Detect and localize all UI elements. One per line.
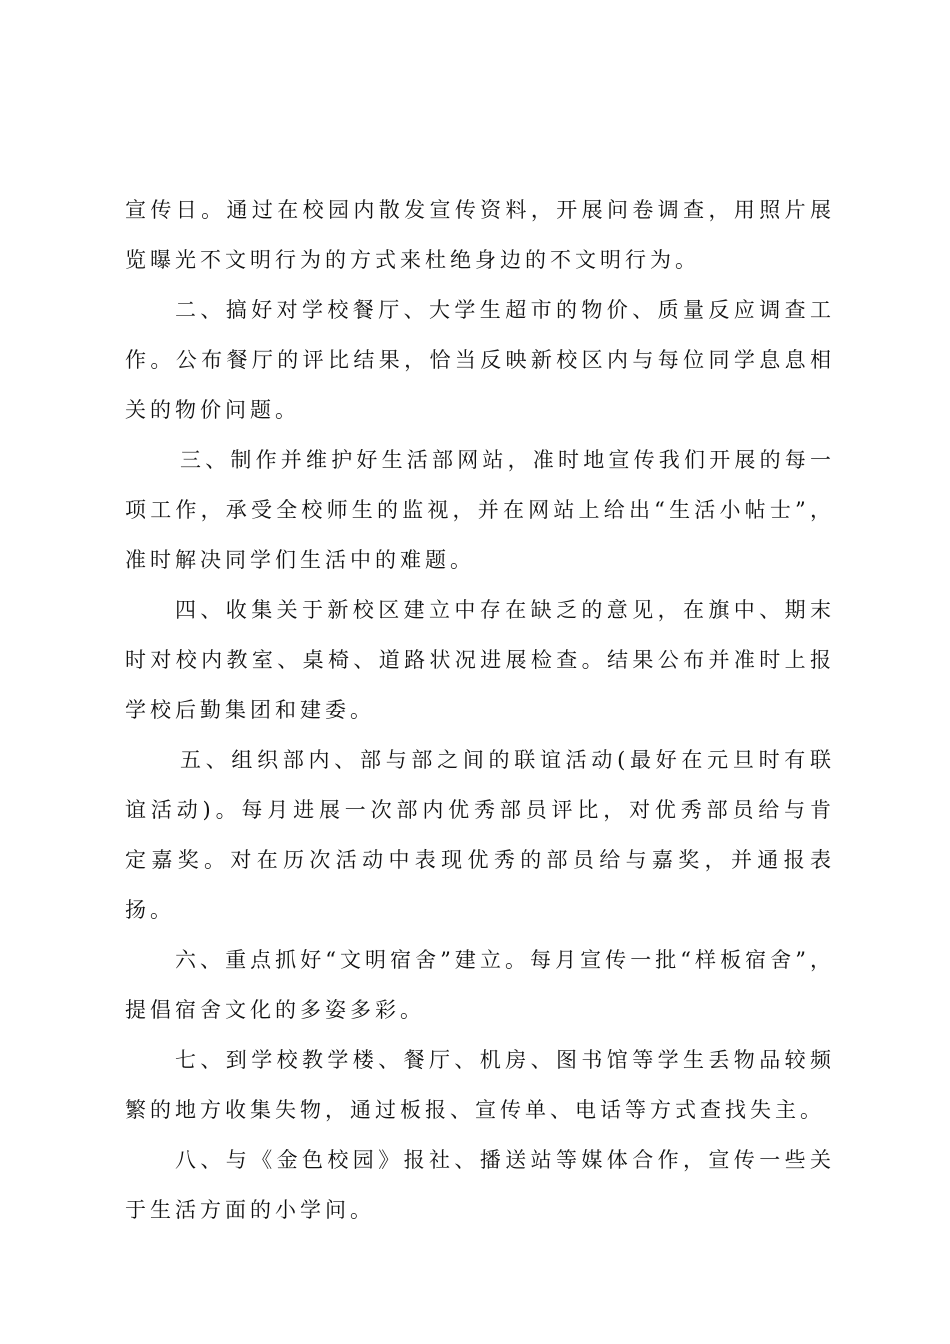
paragraph-item-3: 三、制作并维护好生活部网站，准时地宣传我们开展的每一项工作，承受全校师生的监视，并在网站上给出“生活小帖士”，准时解决同学们生活中的难题。 [125,448,835,572]
paragraph-item-2: 二、搞好对学校餐厅、大学生超市的物价、质量反应调查工作。公布餐厅的评比结果，恰当反映新校区内与每位同学息息相关的物价问题。 [125,298,835,422]
paragraph-item-4: 四、收集关于新校区建立中存在缺乏的意见，在旗中、期末时对校内教室、桌椅、道路状况进展检查。结果公布并准时上报学校后勤集团和建委。 [125,598,835,722]
paragraph-item-7: 七、到学校教学楼、餐厅、机房、图书馆等学生丢物品较频繁的地方收集失物，通过板报、宣传单、电话等方式查找失主。 [125,1048,835,1122]
paragraph-item-8: 八、与《金色校园》报社、播送站等媒体合作，宣传一些关于生活方面的小学问。 [125,1148,835,1222]
paragraph-continuation: 宣传日。通过在校园内散发宣传资料，开展问卷调查，用照片展览曝光不文明行为的方式来杜绝身边的不文明行为。 [125,198,835,272]
paragraph-item-5: 五、组织部内、部与部之间的联谊活动(最好在元旦时有联谊活动)。每月进展一次部内优秀部员评比，对优秀部员给与肯定嘉奖。对在历次活动中表现优秀的部员给与嘉奖，并通报表扬。 [125,748,835,922]
document-body [125,185,835,1235]
paragraph-item-6: 六、重点抓好“文明宿舍”建立。每月宣传一批“样板宿舍”，提倡宿舍文化的多姿多彩。 [125,948,835,1022]
